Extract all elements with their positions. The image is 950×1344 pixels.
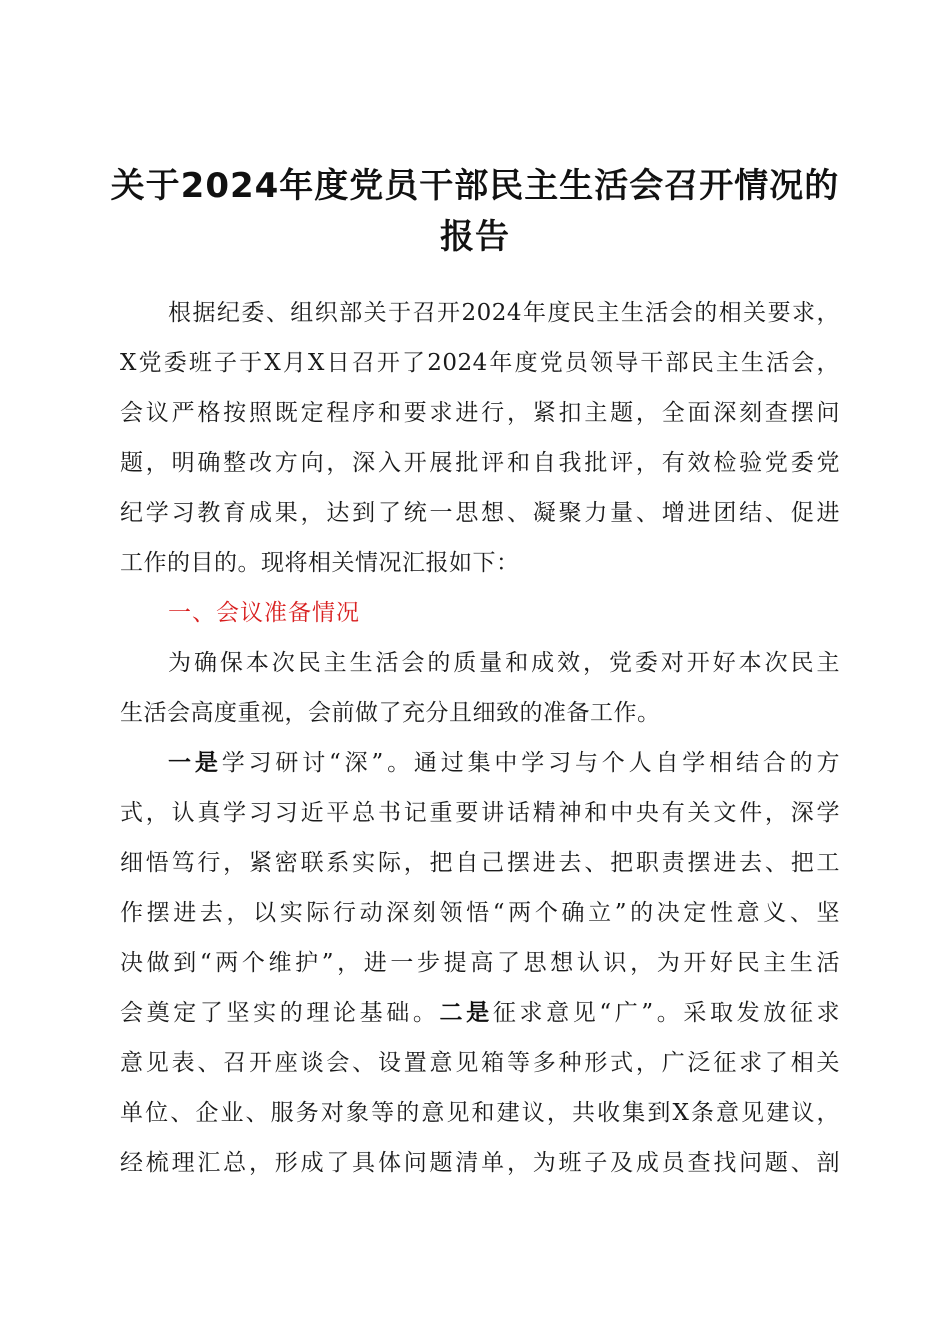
- point1-first-line: [168, 748, 840, 778]
- point1-line-5: 决做到“两个维护”，进一步提高了思想认识，为开好民主生活: [120, 950, 840, 976]
- intro-line-1: 根据纪委、组织部关于召开2024年度民主生活会的相关要求，: [168, 300, 840, 326]
- intro-line-4: 题，明确整改方向，深入开展批评和自我批评，有效检验党委党: [120, 450, 840, 476]
- point1-last-line-text: 会奠定了坚实的理论基础。: [120, 1000, 440, 1026]
- point1-point2-line: [120, 998, 840, 1028]
- section1-intro-line-1: 为确保本次民主生活会的质量和成效，党委对开好本次民主: [168, 650, 840, 676]
- section-heading-preparation: 一、会议准备情况: [168, 600, 360, 626]
- section1-intro-line-2: 生活会高度重视，会前做了充分且细致的准备工作。: [120, 700, 661, 726]
- point1-first-line-text: 学习研讨“深”。通过集中学习与个人自学相结合的方: [221, 750, 840, 776]
- point2-line-3: 单位、企业、服务对象等的意见和建议，共收集到X条意见建议，: [120, 1100, 840, 1126]
- intro-line-5: 纪学习教育成果，达到了统一思想、凝聚力量、增进团结、促进: [120, 500, 840, 526]
- intro-line-6: 工作的目的。现将相关情况汇报如下：: [120, 550, 520, 576]
- point1-line-3: 细悟笃行，紧密联系实际，把自己摆进去、把职责摆进去、把工: [120, 850, 840, 876]
- document-title-line-2: 报告: [440, 217, 510, 257]
- point1-line-4: 作摆进去，以实际行动深刻领悟“两个确立”的决定性意义、坚: [120, 900, 840, 926]
- point2-first-line-text: 征求意见“广”。采取发放征求: [492, 1000, 840, 1026]
- point2-label: 二是: [439, 1000, 493, 1026]
- point1-label: 一是: [168, 750, 222, 776]
- intro-line-3: 会议严格按照既定程序和要求进行，紧扣主题，全面深刻查摆问: [120, 400, 840, 426]
- point1-line-2: 式，认真学习习近平总书记重要讲话精神和中央有关文件，深学: [120, 800, 840, 826]
- intro-line-2: X党委班子于X月X日召开了2024年度党员领导干部民主生活会，: [120, 350, 840, 376]
- document-title-line-1: 关于2024年度党员干部民主生活会召开情况的: [110, 166, 840, 206]
- point2-line-2: 意见表、召开座谈会、设置意见箱等多种形式，广泛征求了相关: [120, 1050, 840, 1076]
- point2-line-4: 经梳理汇总，形成了具体问题清单，为班子及成员查找问题、剖: [120, 1150, 840, 1176]
